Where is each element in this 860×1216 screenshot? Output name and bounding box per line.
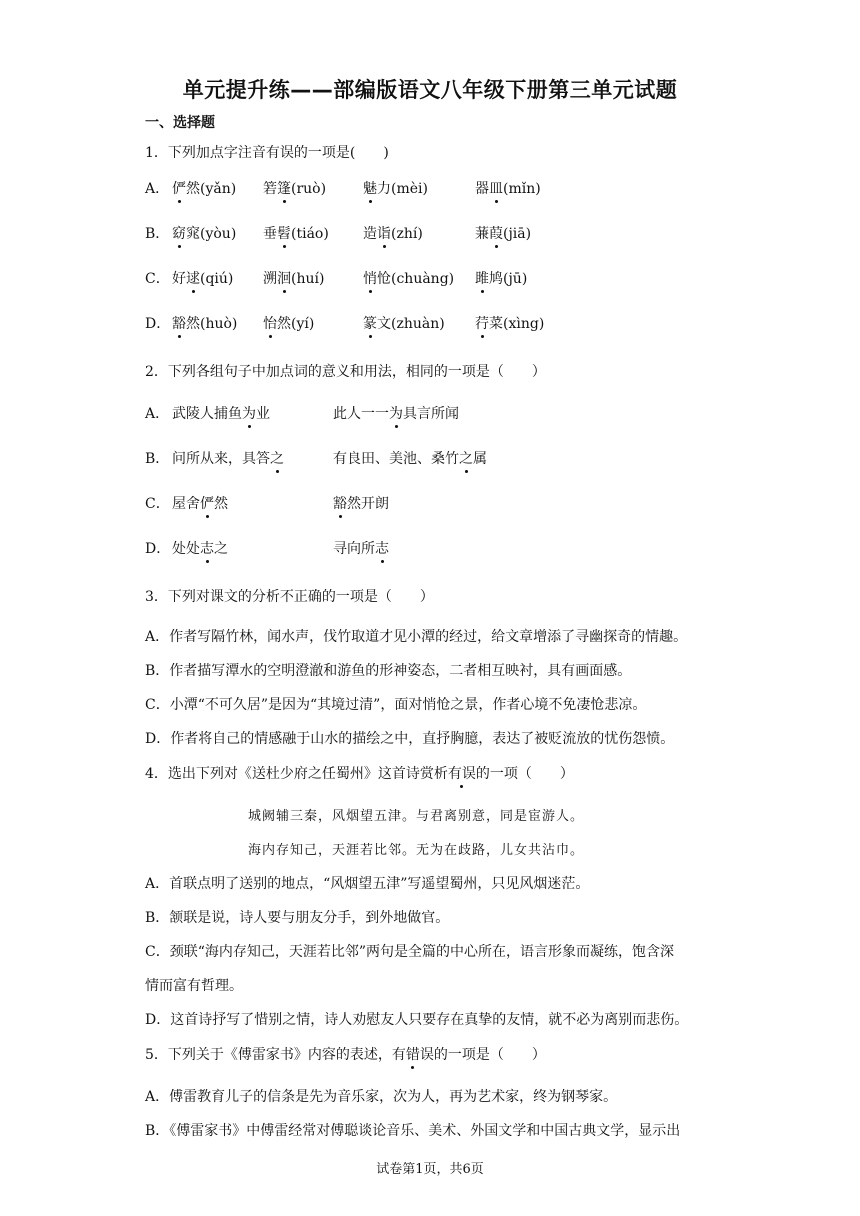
item-text: (jiā) <box>503 226 532 242</box>
item-text: (mǐn) <box>503 181 541 197</box>
pinyin-item <box>172 223 236 243</box>
sentence-right <box>333 538 389 558</box>
pinyin-item <box>172 178 236 198</box>
option-label: C． <box>145 271 170 287</box>
item-text: 然(huò) <box>186 316 238 332</box>
sentence-right <box>333 448 487 468</box>
sentence-right <box>333 493 389 513</box>
item-text: 垂 <box>263 226 277 242</box>
item-text: 蒹 <box>475 226 489 242</box>
sentence-left <box>172 538 228 558</box>
sentence-left <box>172 493 228 513</box>
question-5-option-b: B．《傅雷家书》中傅雷经常对傅聪谈论音乐、美术、外国文学和中国古典文学，显示出 <box>145 1123 681 1139</box>
dotted-word: 俨 <box>200 493 214 513</box>
dotted-word: 志 <box>200 538 214 558</box>
sentence-left <box>172 403 270 423</box>
sentence-text: 有良田、美池、桑竹 <box>333 451 459 467</box>
question-5-stem-end: 的一项是（ ） <box>433 1047 546 1063</box>
question-5-stem-start: 5．下列关于《傅雷家书》内容的表述， <box>145 1047 392 1063</box>
pinyin-item <box>263 178 326 198</box>
dotted-character: 悄 <box>363 268 377 288</box>
sentence-right <box>333 403 459 423</box>
dotted-character: 怡 <box>263 313 277 333</box>
sentence-text: 属 <box>473 451 487 467</box>
option-label: B． <box>145 226 170 242</box>
item-text: 鸠(jū) <box>489 271 528 287</box>
pinyin-item <box>363 268 454 288</box>
sentence-text: 寻向所 <box>333 541 375 557</box>
sentence-text: 然开朗 <box>347 496 389 512</box>
dotted-character: 洄 <box>277 268 291 288</box>
dotted-character: 窈 <box>172 223 186 243</box>
question-4-stem-end: 的一项（ ） <box>475 766 574 782</box>
pinyin-item <box>475 223 531 243</box>
dotted-word: 为 <box>242 403 256 423</box>
item-text: 好 <box>172 271 186 287</box>
question-3-stem: 3．下列对课文的分析不正确的一项是（ ） <box>145 589 434 605</box>
question-3-option-c: C．小潭“不可久居”是因为“其境过清”，面对悄怆之景，作者心境不免凄怆悲凉。 <box>145 697 647 713</box>
question-4-stem-start: 4．选出下列对《送杜少府之任蜀州》这首诗赏析 <box>145 766 448 782</box>
pinyin-item <box>263 268 324 288</box>
dotted-word: 之 <box>270 448 284 468</box>
item-text: (zhí) <box>391 226 423 242</box>
question-5-option-a: A．傅雷教育儿子的信条是先为音乐家，次为人，再为艺术家，终为钢琴家。 <box>145 1089 618 1105</box>
dotted-word: 志 <box>375 538 389 558</box>
sentence-text: 屋舍 <box>172 496 200 512</box>
pinyin-item <box>263 313 314 333</box>
sentence-left <box>172 448 284 468</box>
item-text: (tiáo) <box>291 226 329 242</box>
sentence-text: 之 <box>214 541 228 557</box>
dotted-character: 诣 <box>377 223 391 243</box>
pinyin-item <box>263 223 329 243</box>
item-text: (qiú) <box>200 271 234 287</box>
dotted-word: 豁 <box>333 493 347 513</box>
item-text: (huí) <box>291 271 325 287</box>
option-label: B． <box>145 451 170 467</box>
item-text: 溯 <box>263 271 277 287</box>
page-title: 单元提升练——部编版语文八年级下册第三单元试题 <box>182 78 678 102</box>
dotted-character: 俨 <box>172 178 186 198</box>
question-5-emphasis: 有错误 <box>392 1044 434 1064</box>
option-label: D． <box>145 541 171 557</box>
dotted-character: 葭 <box>489 223 503 243</box>
question-4-option-c: C．颈联“海内存知己，天涯若比邻”两句是全篇的中心所在，语言形象而凝练，饱含深 <box>145 944 675 960</box>
item-text: (ruò) <box>291 181 327 197</box>
item-text: 菜(xìng) <box>489 316 545 332</box>
question-2-stem: 2．下列各组句子中加点词的意义和用法，相同的一项是（ ） <box>145 364 546 380</box>
sentence-text: 处处 <box>172 541 200 557</box>
question-4-option-d: D．这首诗抒写了惜别之情，诗人劝慰友人只要存在真挚的友情，就不必为离别而悲伤。 <box>145 1012 689 1028</box>
question-3-option-a: A．作者写隔竹林，闻水声，伐竹取道才见小潭的经过，给文章增添了寻幽探奇的情趣。 <box>145 629 688 645</box>
option-label: C． <box>145 496 170 512</box>
pinyin-item <box>475 268 527 288</box>
sentence-text: 武陵人捕鱼 <box>172 406 242 422</box>
question-5-stem <box>145 1044 546 1064</box>
item-text: 怆(chuàng) <box>377 271 455 287</box>
sentence-text: 业 <box>256 406 270 422</box>
pinyin-item <box>475 178 541 198</box>
dotted-character: 荇 <box>475 313 489 333</box>
option-label: A． <box>145 406 170 422</box>
dotted-character: 髫 <box>277 223 291 243</box>
poem-line-2: 海内存知己，天涯若比邻。无为在歧路，儿女共沾巾。 <box>248 843 585 858</box>
item-text: 然(yí) <box>277 316 315 332</box>
item-text: 窕(yòu) <box>186 226 237 242</box>
item-text: 箬 <box>263 181 277 197</box>
question-4-option-c-continued: 情而富有哲理。 <box>145 978 243 994</box>
dotted-character: 雎 <box>475 268 489 288</box>
item-text: 器 <box>475 181 489 197</box>
sentence-text: 然 <box>214 496 228 512</box>
section-heading: 一、选择题 <box>145 115 215 131</box>
page-footer: 试卷第1页，共6页 <box>376 1162 484 1177</box>
question-1-stem: 1．下列加点字注音有误的一项是( ) <box>145 145 389 161</box>
dotted-character: 皿 <box>489 178 503 198</box>
question-4-emphasis: 有误 <box>448 763 476 783</box>
option-label: A． <box>145 181 170 197</box>
item-text: 然(yǎn) <box>186 181 237 197</box>
question-4-stem <box>145 763 574 783</box>
pinyin-item <box>172 313 237 333</box>
option-label: D． <box>145 316 171 332</box>
dotted-character: 魅 <box>363 178 377 198</box>
item-text: 文(zhuàn) <box>377 316 445 332</box>
question-3-option-b: B．作者描写潭水的空明澄澈和游鱼的形神姿态，二者相互映衬，具有画面感。 <box>145 663 632 679</box>
dotted-character: 逑 <box>186 268 200 288</box>
pinyin-item <box>363 223 423 243</box>
question-4-option-a: A．首联点明了送别的地点，“风烟望五津”写遥望蜀州，只见风烟迷茫。 <box>145 876 590 892</box>
sentence-text: 具言所闻 <box>403 406 459 422</box>
dotted-character: 豁 <box>172 313 186 333</box>
question-3-option-d: D．作者将自己的情感融于山水的描绘之中，直抒胸臆，表达了被贬流放的忧伤怨愤。 <box>145 731 675 747</box>
sentence-text: 问所从来，具答 <box>172 451 270 467</box>
poem-line-1: 城阙辅三秦，风烟望五津。与君离别意，同是宦游人。 <box>248 809 585 824</box>
dotted-character: 篆 <box>363 313 377 333</box>
pinyin-item <box>172 268 233 288</box>
dotted-word: 之 <box>459 448 473 468</box>
pinyin-item <box>363 178 428 198</box>
pinyin-item <box>363 313 445 333</box>
sentence-text: 此人一一 <box>333 406 389 422</box>
pinyin-item <box>475 313 544 333</box>
item-text: 力(mèi) <box>377 181 428 197</box>
dotted-character: 篷 <box>277 178 291 198</box>
question-4-option-b: B．颔联是说，诗人要与朋友分手，到外地做官。 <box>145 910 450 926</box>
dotted-word: 为 <box>389 403 403 423</box>
item-text: 造 <box>363 226 377 242</box>
